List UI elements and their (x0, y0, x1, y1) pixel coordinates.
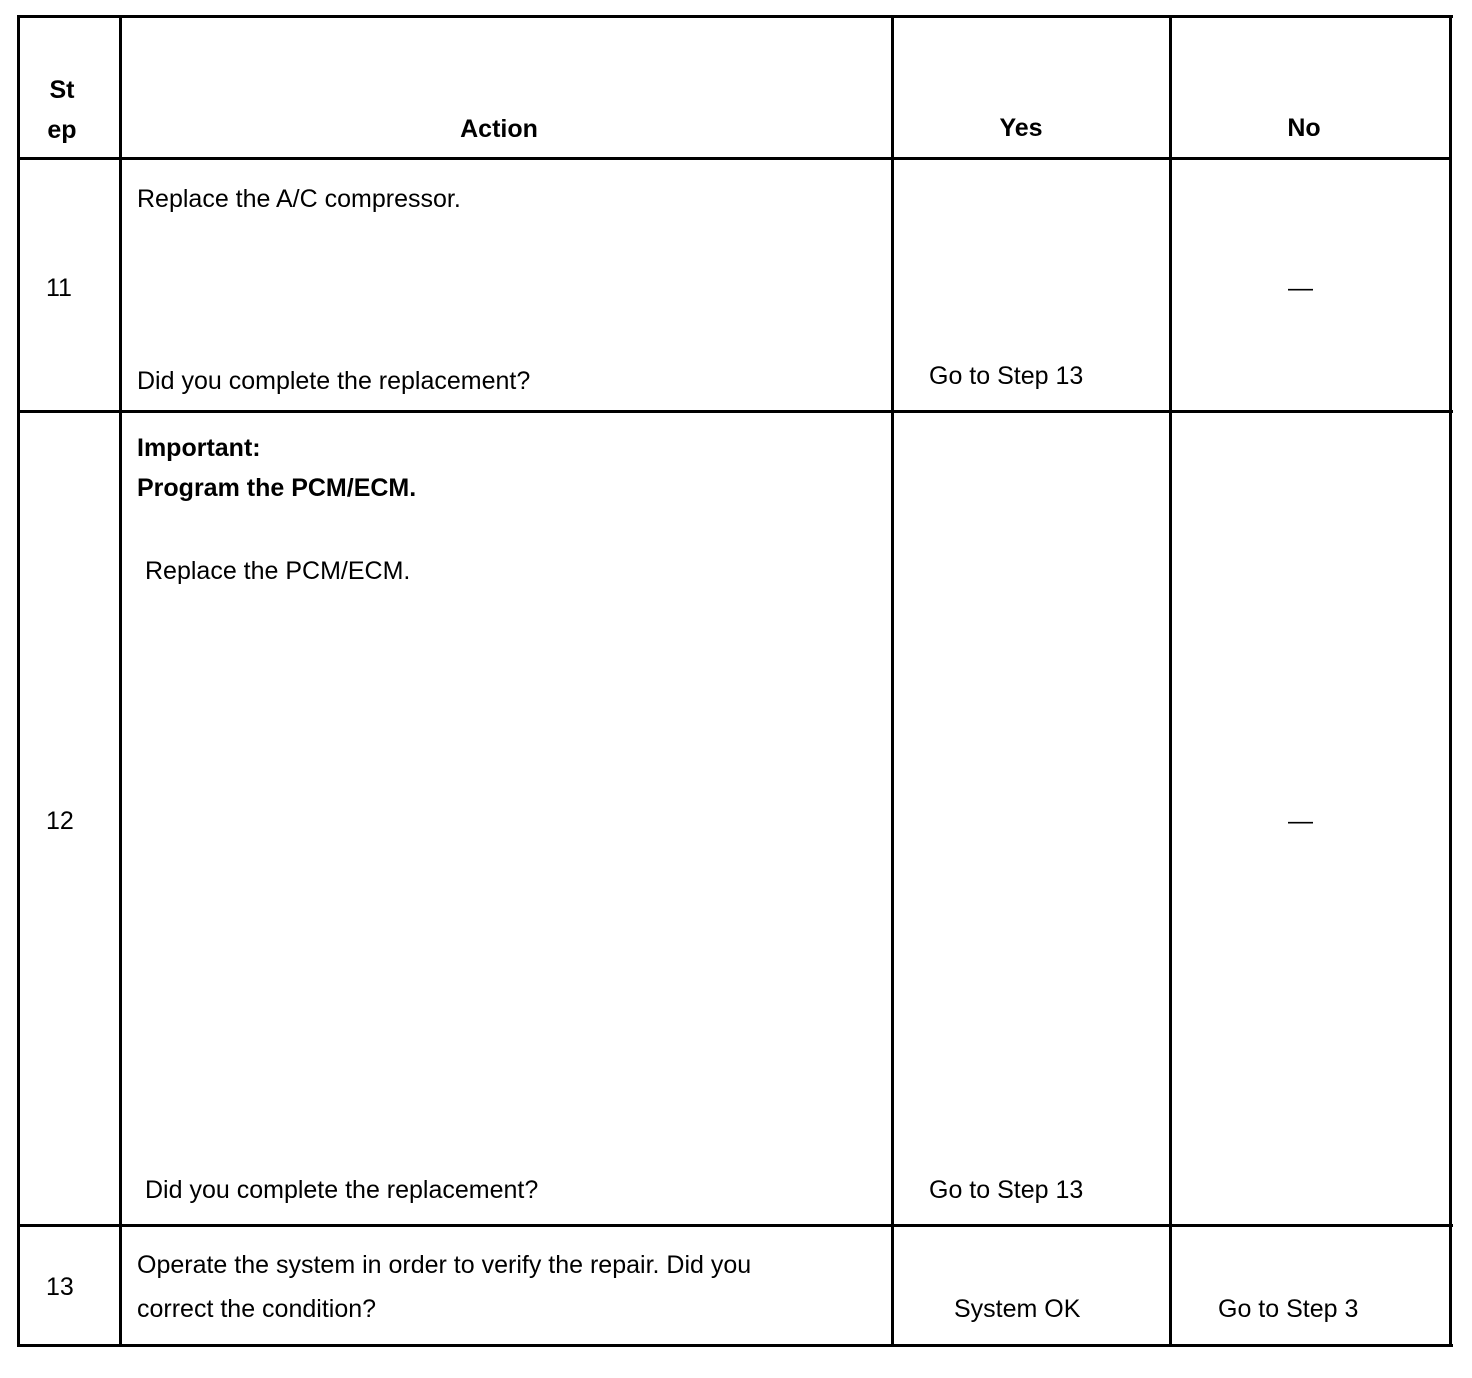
table-top-border (17, 15, 1453, 18)
row-11-yes: Go to Step 13 (929, 362, 1084, 390)
action-column-divider (891, 15, 894, 1347)
table-right-border (1449, 15, 1452, 1347)
table-left-border (17, 15, 20, 1347)
row-12-action-line2: Did you complete the replacement? (145, 1176, 539, 1204)
row-11-action-line2: Did you complete the replacement? (137, 367, 531, 395)
row-13-action-line1: Operate the system in order to verify the repair. Did you (137, 1251, 752, 1279)
row-13-yes: System OK (954, 1295, 1081, 1323)
row-11-bottom-border (17, 410, 1453, 413)
row-13-action-line2: correct the condition? (137, 1295, 377, 1323)
row-12-bottom-border (17, 1224, 1453, 1227)
header-step-line2: ep (47, 116, 77, 144)
diagnostic-table (17, 15, 1453, 1348)
row-11-no: — (1288, 274, 1313, 302)
header-no: No (1287, 114, 1321, 142)
row-12-important-text: Program the PCM/ECM. (137, 474, 417, 502)
row-12-step: 12 (46, 807, 74, 835)
header-bottom-border (17, 157, 1450, 160)
header-yes: Yes (999, 114, 1043, 142)
row-11-action-line1: Replace the A/C compressor. (137, 185, 461, 213)
header-action: Action (460, 115, 538, 143)
row-12-no: — (1288, 807, 1313, 835)
row-11-step: 11 (46, 274, 72, 302)
row-12-important-label: Important: (137, 434, 261, 462)
row-13-step: 13 (46, 1273, 74, 1301)
row-12-action-line1: Replace the PCM/ECM. (145, 557, 411, 585)
row-13-no: Go to Step 3 (1218, 1295, 1359, 1323)
header-step-line1: St (49, 76, 75, 104)
step-column-divider (119, 15, 122, 1347)
row-12-yes: Go to Step 13 (929, 1176, 1084, 1204)
yes-column-divider (1169, 15, 1172, 1347)
table-bottom-border (17, 1344, 1453, 1347)
